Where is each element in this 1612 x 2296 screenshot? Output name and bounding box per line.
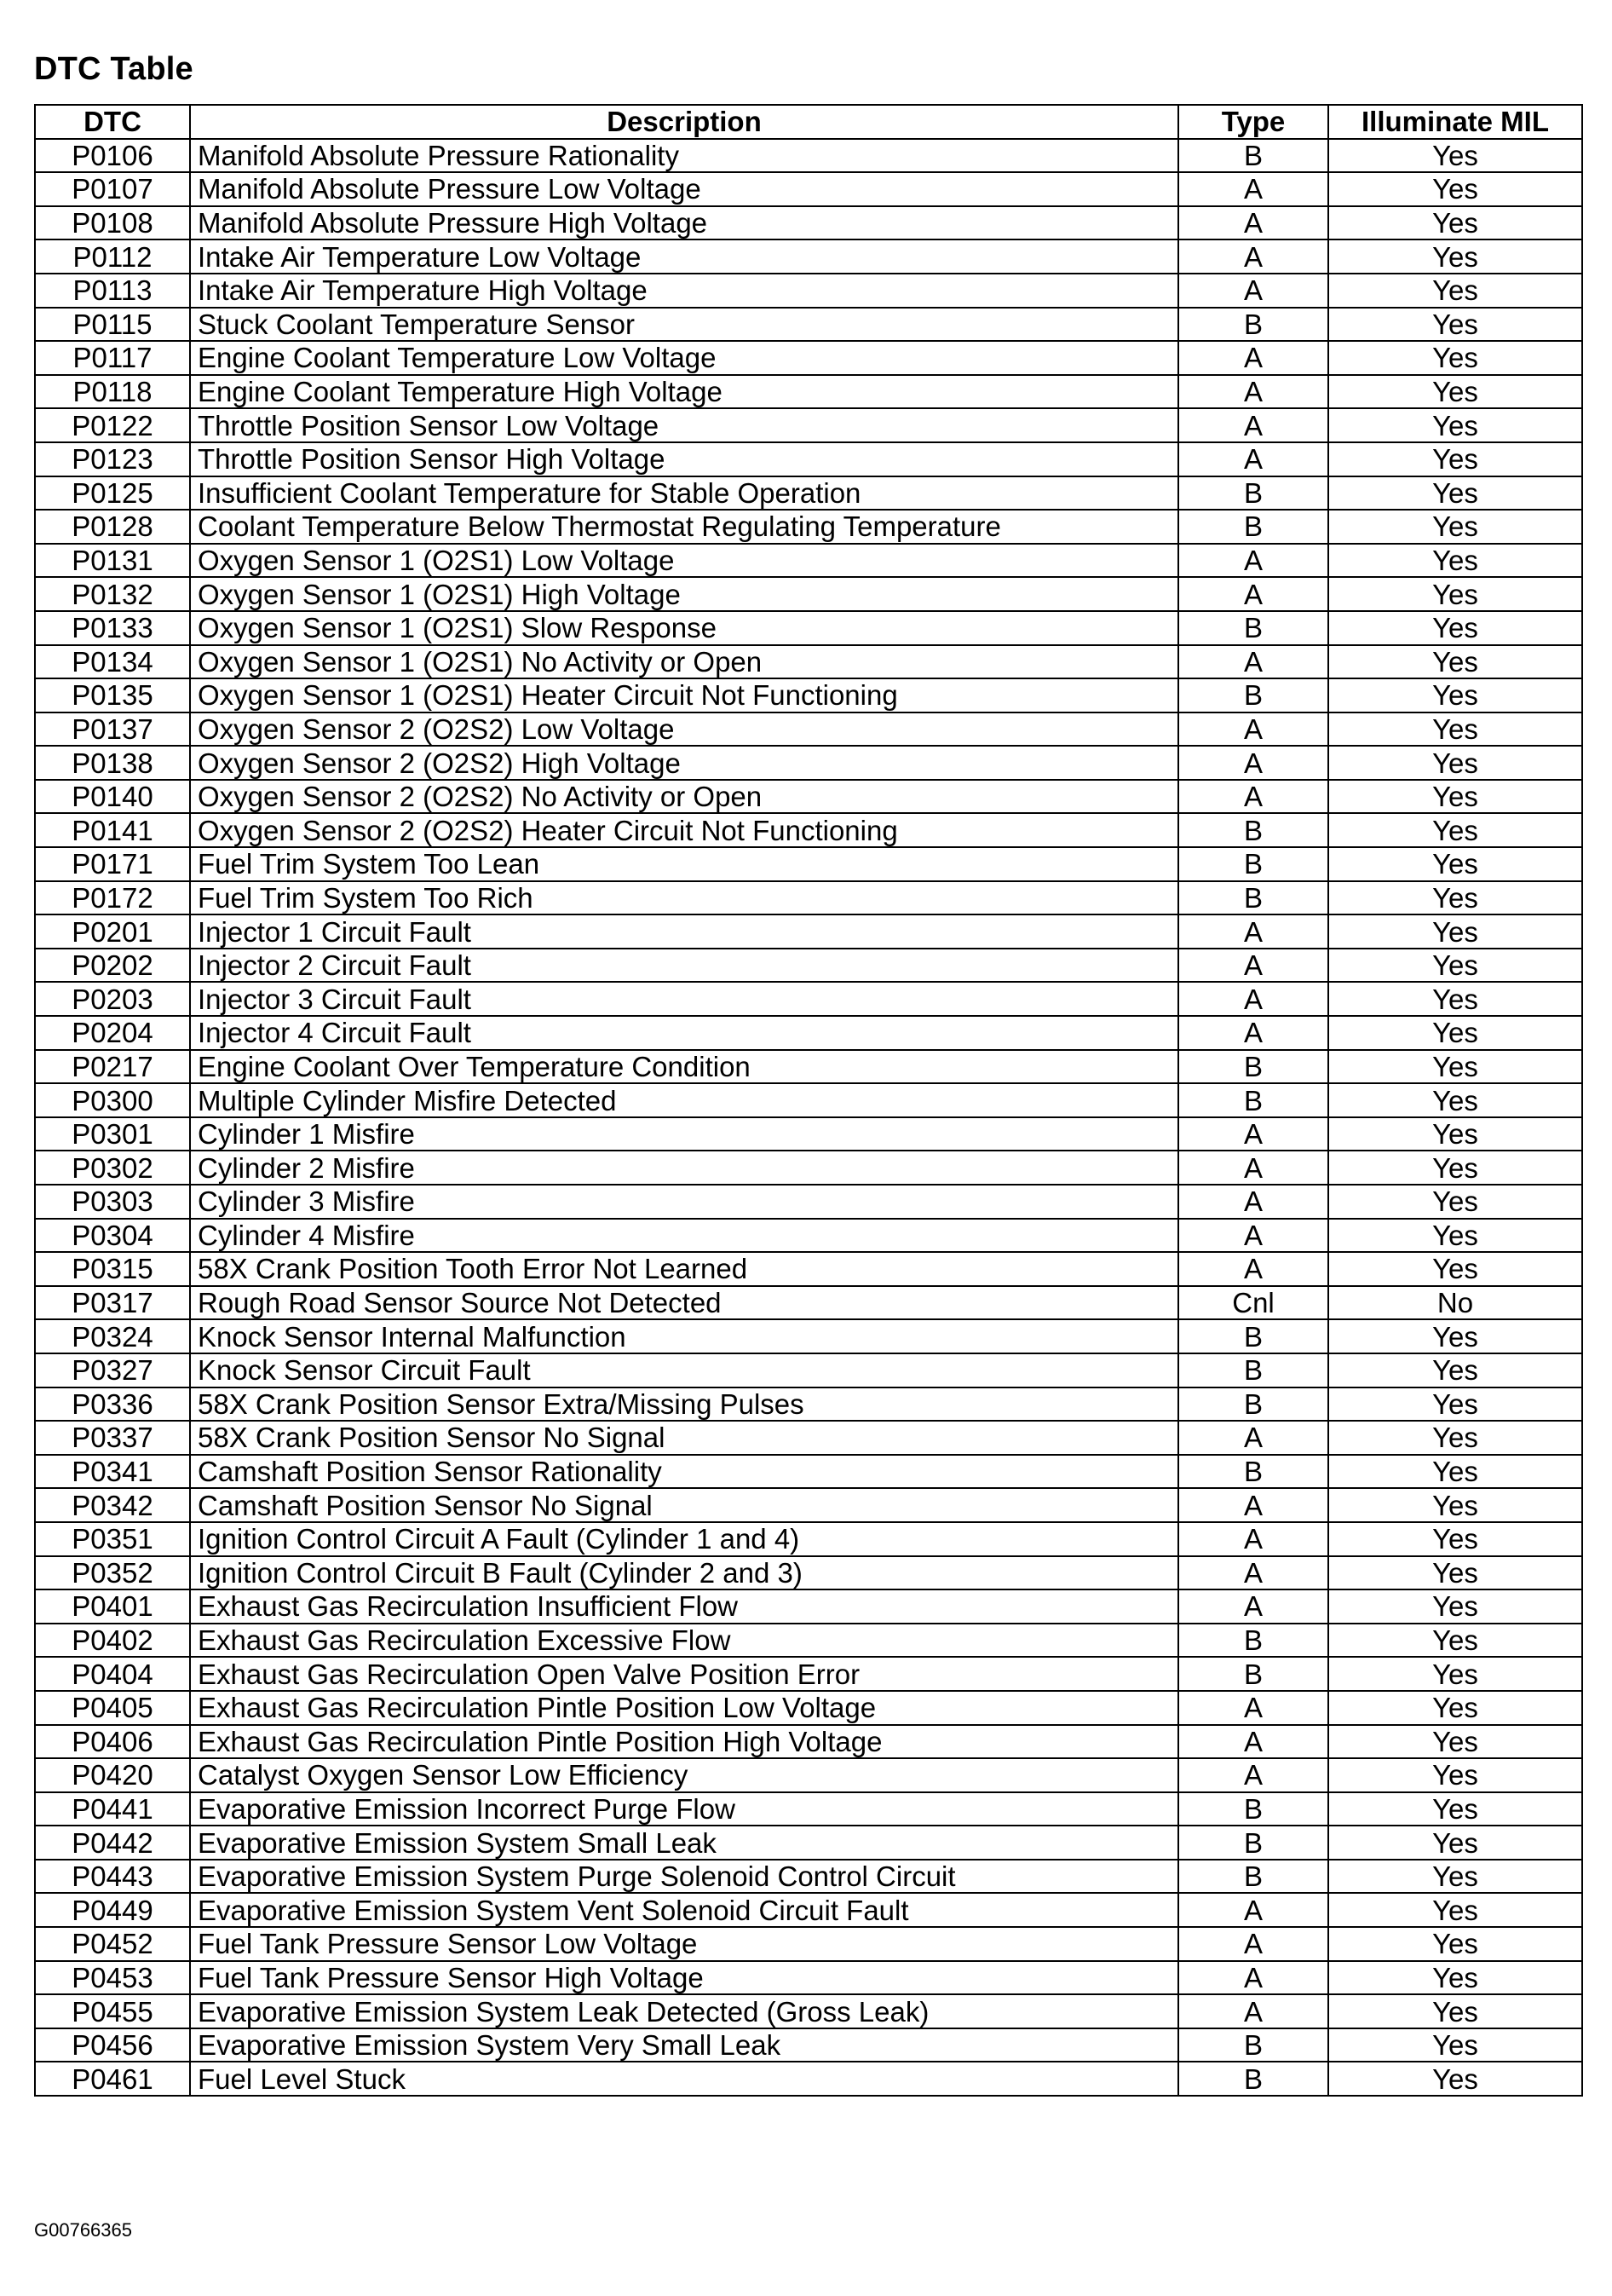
- dtc-code-cell: P0420: [35, 1758, 190, 1792]
- column-header-illuminate-mil: Illuminate MIL: [1328, 105, 1582, 139]
- description-cell: Manifold Absolute Pressure Rationality: [190, 139, 1178, 173]
- illuminate-mil-cell: Yes: [1328, 1556, 1582, 1590]
- illuminate-mil-cell: Yes: [1328, 1185, 1582, 1219]
- type-cell: B: [1178, 847, 1328, 881]
- table-row: [35, 341, 1582, 375]
- description-cell: Cylinder 3 Misfire: [190, 1185, 1178, 1219]
- description-cell: Rough Road Sensor Source Not Detected: [190, 1286, 1178, 1320]
- table-row: [35, 1455, 1582, 1489]
- dtc-code-cell: P0217: [35, 1050, 190, 1084]
- type-cell: B: [1178, 1792, 1328, 1826]
- dtc-code-cell: P0324: [35, 1319, 190, 1353]
- dtc-code-cell: P0405: [35, 1691, 190, 1725]
- table-row: [35, 1117, 1582, 1151]
- table-row: [35, 982, 1582, 1016]
- dtc-code-cell: P0455: [35, 1994, 190, 2028]
- illuminate-mil-cell: Yes: [1328, 1691, 1582, 1725]
- table-row: [35, 1725, 1582, 1759]
- description-cell: Exhaust Gas Recirculation Insufficient Flow: [190, 1589, 1178, 1624]
- illuminate-mil-cell: Yes: [1328, 1252, 1582, 1286]
- description-cell: Evaporative Emission System Small Leak: [190, 1826, 1178, 1860]
- illuminate-mil-cell: Yes: [1328, 611, 1582, 645]
- table-row: [35, 780, 1582, 814]
- table-row: [35, 746, 1582, 780]
- type-cell: B: [1178, 1387, 1328, 1422]
- type-cell: A: [1178, 442, 1328, 476]
- dtc-code-cell: P0107: [35, 172, 190, 206]
- illuminate-mil-cell: Yes: [1328, 2028, 1582, 2062]
- description-cell: Cylinder 1 Misfire: [190, 1117, 1178, 1151]
- dtc-code-cell: P0131: [35, 544, 190, 578]
- description-cell: Injector 3 Circuit Fault: [190, 982, 1178, 1016]
- dtc-code-cell: P0351: [35, 1522, 190, 1556]
- description-cell: Camshaft Position Sensor Rationality: [190, 1455, 1178, 1489]
- table-row: [35, 172, 1582, 206]
- dtc-code-cell: P0304: [35, 1219, 190, 1253]
- dtc-code-cell: P0352: [35, 1556, 190, 1590]
- dtc-code-cell: P0122: [35, 408, 190, 442]
- illuminate-mil-cell: Yes: [1328, 476, 1582, 511]
- column-header-type: Type: [1178, 105, 1328, 139]
- description-cell: Fuel Trim System Too Rich: [190, 881, 1178, 915]
- description-cell: Oxygen Sensor 2 (O2S2) High Voltage: [190, 746, 1178, 780]
- dtc-code-cell: P0117: [35, 341, 190, 375]
- type-cell: A: [1178, 982, 1328, 1016]
- dtc-code-cell: P0303: [35, 1185, 190, 1219]
- type-cell: A: [1178, 1421, 1328, 1455]
- description-cell: Oxygen Sensor 1 (O2S1) Heater Circuit Not Functioning: [190, 678, 1178, 712]
- table-row: [35, 1657, 1582, 1691]
- type-cell: A: [1178, 1961, 1328, 1995]
- table-header-row: [35, 105, 1582, 139]
- type-cell: A: [1178, 172, 1328, 206]
- type-cell: B: [1178, 139, 1328, 173]
- figure-id: G00766365: [34, 2219, 132, 2241]
- table-row: [35, 1860, 1582, 1894]
- illuminate-mil-cell: Yes: [1328, 1353, 1582, 1387]
- dtc-code-cell: P0453: [35, 1961, 190, 1995]
- type-cell: A: [1178, 375, 1328, 409]
- type-cell: B: [1178, 678, 1328, 712]
- table-row: [35, 442, 1582, 476]
- illuminate-mil-cell: Yes: [1328, 780, 1582, 814]
- table-row: [35, 914, 1582, 949]
- description-cell: Manifold Absolute Pressure High Voltage: [190, 206, 1178, 240]
- illuminate-mil-cell: Yes: [1328, 982, 1582, 1016]
- illuminate-mil-cell: Yes: [1328, 577, 1582, 611]
- page-title: DTC Table: [34, 51, 193, 87]
- dtc-code-cell: P0402: [35, 1624, 190, 1658]
- description-cell: 58X Crank Position Tooth Error Not Learned: [190, 1252, 1178, 1286]
- type-cell: A: [1178, 1691, 1328, 1725]
- type-cell: B: [1178, 1353, 1328, 1387]
- dtc-code-cell: P0449: [35, 1893, 190, 1927]
- dtc-code-cell: P0336: [35, 1387, 190, 1422]
- type-cell: A: [1178, 645, 1328, 679]
- illuminate-mil-cell: Yes: [1328, 308, 1582, 342]
- dtc-code-cell: P0113: [35, 274, 190, 308]
- description-cell: Engine Coolant Temperature High Voltage: [190, 375, 1178, 409]
- description-cell: Engine Coolant Over Temperature Condition: [190, 1050, 1178, 1084]
- dtc-code-cell: P0172: [35, 881, 190, 915]
- illuminate-mil-cell: Yes: [1328, 1927, 1582, 1961]
- dtc-code-cell: P0132: [35, 577, 190, 611]
- dtc-code-cell: P0108: [35, 206, 190, 240]
- illuminate-mil-cell: Yes: [1328, 847, 1582, 881]
- table-row: [35, 1219, 1582, 1253]
- illuminate-mil-cell: Yes: [1328, 914, 1582, 949]
- type-cell: A: [1178, 1556, 1328, 1590]
- illuminate-mil-cell: Yes: [1328, 1893, 1582, 1927]
- illuminate-mil-cell: Yes: [1328, 1826, 1582, 1860]
- description-cell: Insufficient Coolant Temperature for Stable Operation: [190, 476, 1178, 511]
- type-cell: A: [1178, 1758, 1328, 1792]
- table-row: [35, 1691, 1582, 1725]
- type-cell: B: [1178, 611, 1328, 645]
- type-cell: A: [1178, 712, 1328, 747]
- table-row: [35, 2028, 1582, 2062]
- type-cell: A: [1178, 1994, 1328, 2028]
- description-cell: Evaporative Emission System Leak Detected (Gross Leak): [190, 1994, 1178, 2028]
- description-cell: Manifold Absolute Pressure Low Voltage: [190, 172, 1178, 206]
- dtc-code-cell: P0138: [35, 746, 190, 780]
- dtc-code-cell: P0341: [35, 1455, 190, 1489]
- illuminate-mil-cell: Yes: [1328, 1319, 1582, 1353]
- type-cell: A: [1178, 1893, 1328, 1927]
- table-row: [35, 1758, 1582, 1792]
- description-cell: Throttle Position Sensor High Voltage: [190, 442, 1178, 476]
- table-row: [35, 206, 1582, 240]
- dtc-code-cell: P0106: [35, 139, 190, 173]
- table-row: [35, 1151, 1582, 1185]
- table-row: [35, 1961, 1582, 1995]
- type-cell: A: [1178, 274, 1328, 308]
- dtc-code-cell: P0406: [35, 1725, 190, 1759]
- table-row: [35, 274, 1582, 308]
- table-row: [35, 1792, 1582, 1826]
- description-cell: 58X Crank Position Sensor Extra/Missing Pulses: [190, 1387, 1178, 1422]
- dtc-code-cell: P0134: [35, 645, 190, 679]
- illuminate-mil-cell: Yes: [1328, 341, 1582, 375]
- description-cell: Coolant Temperature Below Thermostat Regulating Temperature: [190, 510, 1178, 544]
- table-row: [35, 1185, 1582, 1219]
- description-cell: Intake Air Temperature Low Voltage: [190, 239, 1178, 274]
- table-row: [35, 1624, 1582, 1658]
- table-row: [35, 1556, 1582, 1590]
- dtc-code-cell: P0203: [35, 982, 190, 1016]
- dtc-code-cell: P0300: [35, 1083, 190, 1117]
- description-cell: Fuel Trim System Too Lean: [190, 847, 1178, 881]
- table-row: [35, 1488, 1582, 1522]
- type-cell: Cnl: [1178, 1286, 1328, 1320]
- description-cell: Evaporative Emission System Very Small Leak: [190, 2028, 1178, 2062]
- table-row: [35, 1353, 1582, 1387]
- type-cell: A: [1178, 408, 1328, 442]
- description-cell: Catalyst Oxygen Sensor Low Efficiency: [190, 1758, 1178, 1792]
- dtc-code-cell: P0301: [35, 1117, 190, 1151]
- dtc-code-cell: P0317: [35, 1286, 190, 1320]
- dtc-code-cell: P0204: [35, 1016, 190, 1050]
- illuminate-mil-cell: Yes: [1328, 1455, 1582, 1489]
- illuminate-mil-cell: Yes: [1328, 712, 1582, 747]
- table-row: [35, 1927, 1582, 1961]
- description-cell: Oxygen Sensor 1 (O2S1) Low Voltage: [190, 544, 1178, 578]
- dtc-code-cell: P0342: [35, 1488, 190, 1522]
- illuminate-mil-cell: Yes: [1328, 949, 1582, 983]
- table-row: [35, 476, 1582, 511]
- dtc-code-cell: P0202: [35, 949, 190, 983]
- table-row: [35, 308, 1582, 342]
- illuminate-mil-cell: Yes: [1328, 1488, 1582, 1522]
- type-cell: B: [1178, 881, 1328, 915]
- dtc-code-cell: P0140: [35, 780, 190, 814]
- description-cell: Oxygen Sensor 2 (O2S2) Heater Circuit Not Functioning: [190, 813, 1178, 847]
- type-cell: A: [1178, 1219, 1328, 1253]
- type-cell: A: [1178, 780, 1328, 814]
- illuminate-mil-cell: Yes: [1328, 1117, 1582, 1151]
- table-row: [35, 408, 1582, 442]
- description-cell: Cylinder 2 Misfire: [190, 1151, 1178, 1185]
- illuminate-mil-cell: Yes: [1328, 544, 1582, 578]
- type-cell: A: [1178, 1589, 1328, 1624]
- dtc-code-cell: P0112: [35, 239, 190, 274]
- description-cell: Throttle Position Sensor Low Voltage: [190, 408, 1178, 442]
- type-cell: B: [1178, 1083, 1328, 1117]
- illuminate-mil-cell: Yes: [1328, 1151, 1582, 1185]
- illuminate-mil-cell: Yes: [1328, 1792, 1582, 1826]
- type-cell: A: [1178, 1016, 1328, 1050]
- illuminate-mil-cell: Yes: [1328, 1961, 1582, 1995]
- table-row: [35, 1252, 1582, 1286]
- type-cell: A: [1178, 1927, 1328, 1961]
- table-row: [35, 678, 1582, 712]
- illuminate-mil-cell: Yes: [1328, 678, 1582, 712]
- table-row: [35, 1286, 1582, 1320]
- column-header-description: Description: [190, 105, 1178, 139]
- illuminate-mil-cell: Yes: [1328, 1589, 1582, 1624]
- table-row: [35, 949, 1582, 983]
- dtc-code-cell: P0337: [35, 1421, 190, 1455]
- dtc-code-cell: P0137: [35, 712, 190, 747]
- table-row: [35, 239, 1582, 274]
- description-cell: Ignition Control Circuit A Fault (Cylinder 1 and 4): [190, 1522, 1178, 1556]
- table-row: [35, 1826, 1582, 1860]
- illuminate-mil-cell: Yes: [1328, 881, 1582, 915]
- description-cell: Ignition Control Circuit B Fault (Cylinder 2 and 3): [190, 1556, 1178, 1590]
- description-cell: Camshaft Position Sensor No Signal: [190, 1488, 1178, 1522]
- illuminate-mil-cell: Yes: [1328, 1421, 1582, 1455]
- table-row: [35, 813, 1582, 847]
- type-cell: B: [1178, 2062, 1328, 2096]
- type-cell: A: [1178, 239, 1328, 274]
- type-cell: B: [1178, 2028, 1328, 2062]
- table-row: [35, 1421, 1582, 1455]
- column-header-dtc: DTC: [35, 105, 190, 139]
- illuminate-mil-cell: Yes: [1328, 1083, 1582, 1117]
- type-cell: B: [1178, 1624, 1328, 1658]
- type-cell: B: [1178, 510, 1328, 544]
- description-cell: Evaporative Emission System Purge Solenoid Control Circuit: [190, 1860, 1178, 1894]
- dtc-table: [34, 104, 1583, 2097]
- illuminate-mil-cell: Yes: [1328, 1050, 1582, 1084]
- dtc-code-cell: P0461: [35, 2062, 190, 2096]
- table-body: [35, 139, 1582, 2096]
- dtc-code-cell: P0128: [35, 510, 190, 544]
- type-cell: A: [1178, 1522, 1328, 1556]
- dtc-code-cell: P0327: [35, 1353, 190, 1387]
- type-cell: A: [1178, 914, 1328, 949]
- illuminate-mil-cell: Yes: [1328, 408, 1582, 442]
- illuminate-mil-cell: Yes: [1328, 1860, 1582, 1894]
- illuminate-mil-cell: Yes: [1328, 1657, 1582, 1691]
- type-cell: B: [1178, 476, 1328, 511]
- illuminate-mil-cell: Yes: [1328, 1387, 1582, 1422]
- type-cell: A: [1178, 949, 1328, 983]
- description-cell: Oxygen Sensor 2 (O2S2) No Activity or Open: [190, 780, 1178, 814]
- illuminate-mil-cell: Yes: [1328, 746, 1582, 780]
- dtc-code-cell: P0201: [35, 914, 190, 949]
- dtc-code-cell: P0452: [35, 1927, 190, 1961]
- type-cell: A: [1178, 1185, 1328, 1219]
- illuminate-mil-cell: No: [1328, 1286, 1582, 1320]
- illuminate-mil-cell: Yes: [1328, 375, 1582, 409]
- table-row: [35, 1994, 1582, 2028]
- table-row: [35, 1319, 1582, 1353]
- illuminate-mil-cell: Yes: [1328, 1994, 1582, 2028]
- description-cell: Evaporative Emission Incorrect Purge Flow: [190, 1792, 1178, 1826]
- table-row: [35, 577, 1582, 611]
- dtc-code-cell: P0442: [35, 1826, 190, 1860]
- description-cell: Fuel Tank Pressure Sensor Low Voltage: [190, 1927, 1178, 1961]
- illuminate-mil-cell: Yes: [1328, 510, 1582, 544]
- description-cell: Fuel Tank Pressure Sensor High Voltage: [190, 1961, 1178, 1995]
- description-cell: Exhaust Gas Recirculation Open Valve Position Error: [190, 1657, 1178, 1691]
- table-row: [35, 544, 1582, 578]
- description-cell: Oxygen Sensor 1 (O2S1) High Voltage: [190, 577, 1178, 611]
- dtc-code-cell: P0133: [35, 611, 190, 645]
- description-cell: Injector 4 Circuit Fault: [190, 1016, 1178, 1050]
- illuminate-mil-cell: Yes: [1328, 1219, 1582, 1253]
- type-cell: B: [1178, 1826, 1328, 1860]
- type-cell: A: [1178, 746, 1328, 780]
- type-cell: A: [1178, 1725, 1328, 1759]
- dtc-code-cell: P0302: [35, 1151, 190, 1185]
- illuminate-mil-cell: Yes: [1328, 274, 1582, 308]
- dtc-code-cell: P0125: [35, 476, 190, 511]
- dtc-code-cell: P0441: [35, 1792, 190, 1826]
- table-row: [35, 1893, 1582, 1927]
- description-cell: Engine Coolant Temperature Low Voltage: [190, 341, 1178, 375]
- table-row: [35, 510, 1582, 544]
- description-cell: Fuel Level Stuck: [190, 2062, 1178, 2096]
- type-cell: A: [1178, 577, 1328, 611]
- description-cell: Multiple Cylinder Misfire Detected: [190, 1083, 1178, 1117]
- table-row: [35, 1589, 1582, 1624]
- illuminate-mil-cell: Yes: [1328, 239, 1582, 274]
- table-row: [35, 1522, 1582, 1556]
- table-row: [35, 847, 1582, 881]
- table-row: [35, 1083, 1582, 1117]
- illuminate-mil-cell: Yes: [1328, 139, 1582, 173]
- dtc-code-cell: P0315: [35, 1252, 190, 1286]
- type-cell: B: [1178, 1050, 1328, 1084]
- description-cell: Exhaust Gas Recirculation Pintle Position Low Voltage: [190, 1691, 1178, 1725]
- dtc-code-cell: P0401: [35, 1589, 190, 1624]
- description-cell: Exhaust Gas Recirculation Excessive Flow: [190, 1624, 1178, 1658]
- description-cell: Stuck Coolant Temperature Sensor: [190, 308, 1178, 342]
- dtc-code-cell: P0135: [35, 678, 190, 712]
- type-cell: B: [1178, 1860, 1328, 1894]
- dtc-code-cell: P0443: [35, 1860, 190, 1894]
- type-cell: B: [1178, 1455, 1328, 1489]
- illuminate-mil-cell: Yes: [1328, 1725, 1582, 1759]
- illuminate-mil-cell: Yes: [1328, 172, 1582, 206]
- type-cell: A: [1178, 1117, 1328, 1151]
- dtc-code-cell: P0141: [35, 813, 190, 847]
- type-cell: A: [1178, 1151, 1328, 1185]
- description-cell: Knock Sensor Internal Malfunction: [190, 1319, 1178, 1353]
- description-cell: Cylinder 4 Misfire: [190, 1219, 1178, 1253]
- illuminate-mil-cell: Yes: [1328, 442, 1582, 476]
- type-cell: A: [1178, 544, 1328, 578]
- table-row: [35, 1016, 1582, 1050]
- illuminate-mil-cell: Yes: [1328, 1758, 1582, 1792]
- illuminate-mil-cell: Yes: [1328, 1522, 1582, 1556]
- description-cell: Injector 2 Circuit Fault: [190, 949, 1178, 983]
- table-row: [35, 881, 1582, 915]
- type-cell: B: [1178, 1319, 1328, 1353]
- type-cell: B: [1178, 1657, 1328, 1691]
- type-cell: A: [1178, 1488, 1328, 1522]
- description-cell: Oxygen Sensor 1 (O2S1) No Activity or Open: [190, 645, 1178, 679]
- dtc-code-cell: P0123: [35, 442, 190, 476]
- illuminate-mil-cell: Yes: [1328, 1016, 1582, 1050]
- description-cell: Injector 1 Circuit Fault: [190, 914, 1178, 949]
- type-cell: A: [1178, 206, 1328, 240]
- dtc-code-cell: P0171: [35, 847, 190, 881]
- table-row: [35, 1387, 1582, 1422]
- description-cell: Intake Air Temperature High Voltage: [190, 274, 1178, 308]
- description-cell: Evaporative Emission System Vent Solenoid Circuit Fault: [190, 1893, 1178, 1927]
- illuminate-mil-cell: Yes: [1328, 1624, 1582, 1658]
- description-cell: Oxygen Sensor 2 (O2S2) Low Voltage: [190, 712, 1178, 747]
- table-row: [35, 1050, 1582, 1084]
- description-cell: Knock Sensor Circuit Fault: [190, 1353, 1178, 1387]
- table-row: [35, 611, 1582, 645]
- description-cell: Oxygen Sensor 1 (O2S1) Slow Response: [190, 611, 1178, 645]
- description-cell: 58X Crank Position Sensor No Signal: [190, 1421, 1178, 1455]
- illuminate-mil-cell: Yes: [1328, 645, 1582, 679]
- table-row: [35, 375, 1582, 409]
- type-cell: B: [1178, 308, 1328, 342]
- illuminate-mil-cell: Yes: [1328, 206, 1582, 240]
- table-row: [35, 2062, 1582, 2096]
- dtc-code-cell: P0118: [35, 375, 190, 409]
- table-row: [35, 139, 1582, 173]
- dtc-code-cell: P0115: [35, 308, 190, 342]
- table-row: [35, 712, 1582, 747]
- description-cell: Exhaust Gas Recirculation Pintle Position High Voltage: [190, 1725, 1178, 1759]
- dtc-code-cell: P0404: [35, 1657, 190, 1691]
- type-cell: A: [1178, 1252, 1328, 1286]
- dtc-code-cell: P0456: [35, 2028, 190, 2062]
- type-cell: B: [1178, 813, 1328, 847]
- table-row: [35, 645, 1582, 679]
- type-cell: A: [1178, 341, 1328, 375]
- illuminate-mil-cell: Yes: [1328, 813, 1582, 847]
- illuminate-mil-cell: Yes: [1328, 2062, 1582, 2096]
